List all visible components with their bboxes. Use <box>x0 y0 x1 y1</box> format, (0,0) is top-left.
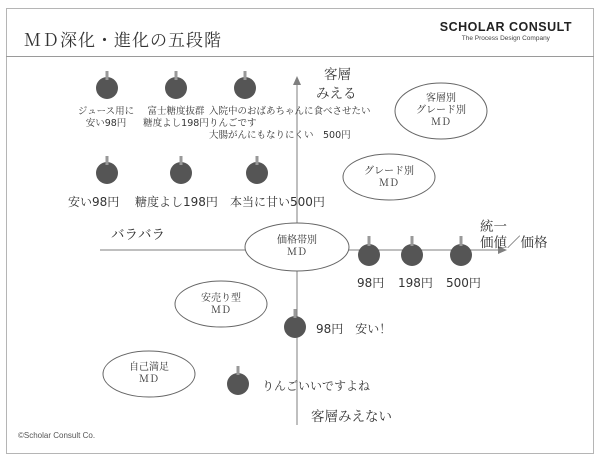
apple-icon <box>401 236 423 266</box>
apple-caption: 98円 <box>357 276 385 290</box>
apple-caption: 98円 安い！ <box>316 322 392 336</box>
axis-right-label-2: 価値／価格 <box>480 235 548 251</box>
axis-top-label-1: 客層 <box>324 67 351 83</box>
apple-caption: りんごいいですよね <box>262 379 371 393</box>
apple-caption: 安い98円 <box>68 195 120 209</box>
stage-label-grade: グレード別 ＭＤ <box>364 166 414 189</box>
apple-caption: 糖度よし198円 <box>135 195 218 209</box>
stage-label-self: 自己満足 ＭＤ <box>129 362 169 385</box>
apple-caption: 本当に甘い500円 <box>230 195 325 209</box>
stage-label-price-band: 価格帯別 ＭＤ <box>277 235 317 258</box>
axis-top-label-2: みえる <box>316 86 357 102</box>
stage-label-discount: 安売り型 ＭＤ <box>201 293 241 316</box>
axis-left-label: バラバラ <box>111 227 165 243</box>
brand-tagline: The Process Design Company <box>461 35 550 42</box>
copyright-footer: ©Scholar Consult Co. <box>18 431 96 440</box>
brand-name: SCHOLAR CONSULT <box>439 20 572 34</box>
apple-icon <box>227 366 249 395</box>
apple-icon <box>450 236 472 266</box>
apple-caption: ジュース用に 安い98円 <box>77 106 135 129</box>
axis-bottom-label: 客層みえない <box>311 409 392 425</box>
apple-icon <box>284 309 306 338</box>
apple-caption: 富士糖度抜群 糖度よし198円 <box>143 106 209 129</box>
apple-icon <box>234 71 256 99</box>
apple-icon <box>246 156 268 184</box>
apple-caption: 入院中のおばあちゃんに食べさせたい りんごです 大腸がんにもなりにくい 500円 <box>209 106 371 141</box>
stage-label-customer-grade: 客層別 グレード別 ＭＤ <box>416 93 466 128</box>
apple-icon <box>96 156 118 184</box>
apple-icon <box>358 236 380 266</box>
apple-icon <box>165 71 187 99</box>
apple-caption: 500円 <box>446 276 481 290</box>
vertical-axis-arrow <box>293 76 301 85</box>
axis-right-label-1: 統一 <box>480 219 507 235</box>
apple-icon <box>170 156 192 184</box>
slide-title: ＭＤ深化・進化の五段階 <box>24 31 222 51</box>
apple-caption: 198円 <box>398 276 433 290</box>
apple-icon <box>96 71 118 99</box>
